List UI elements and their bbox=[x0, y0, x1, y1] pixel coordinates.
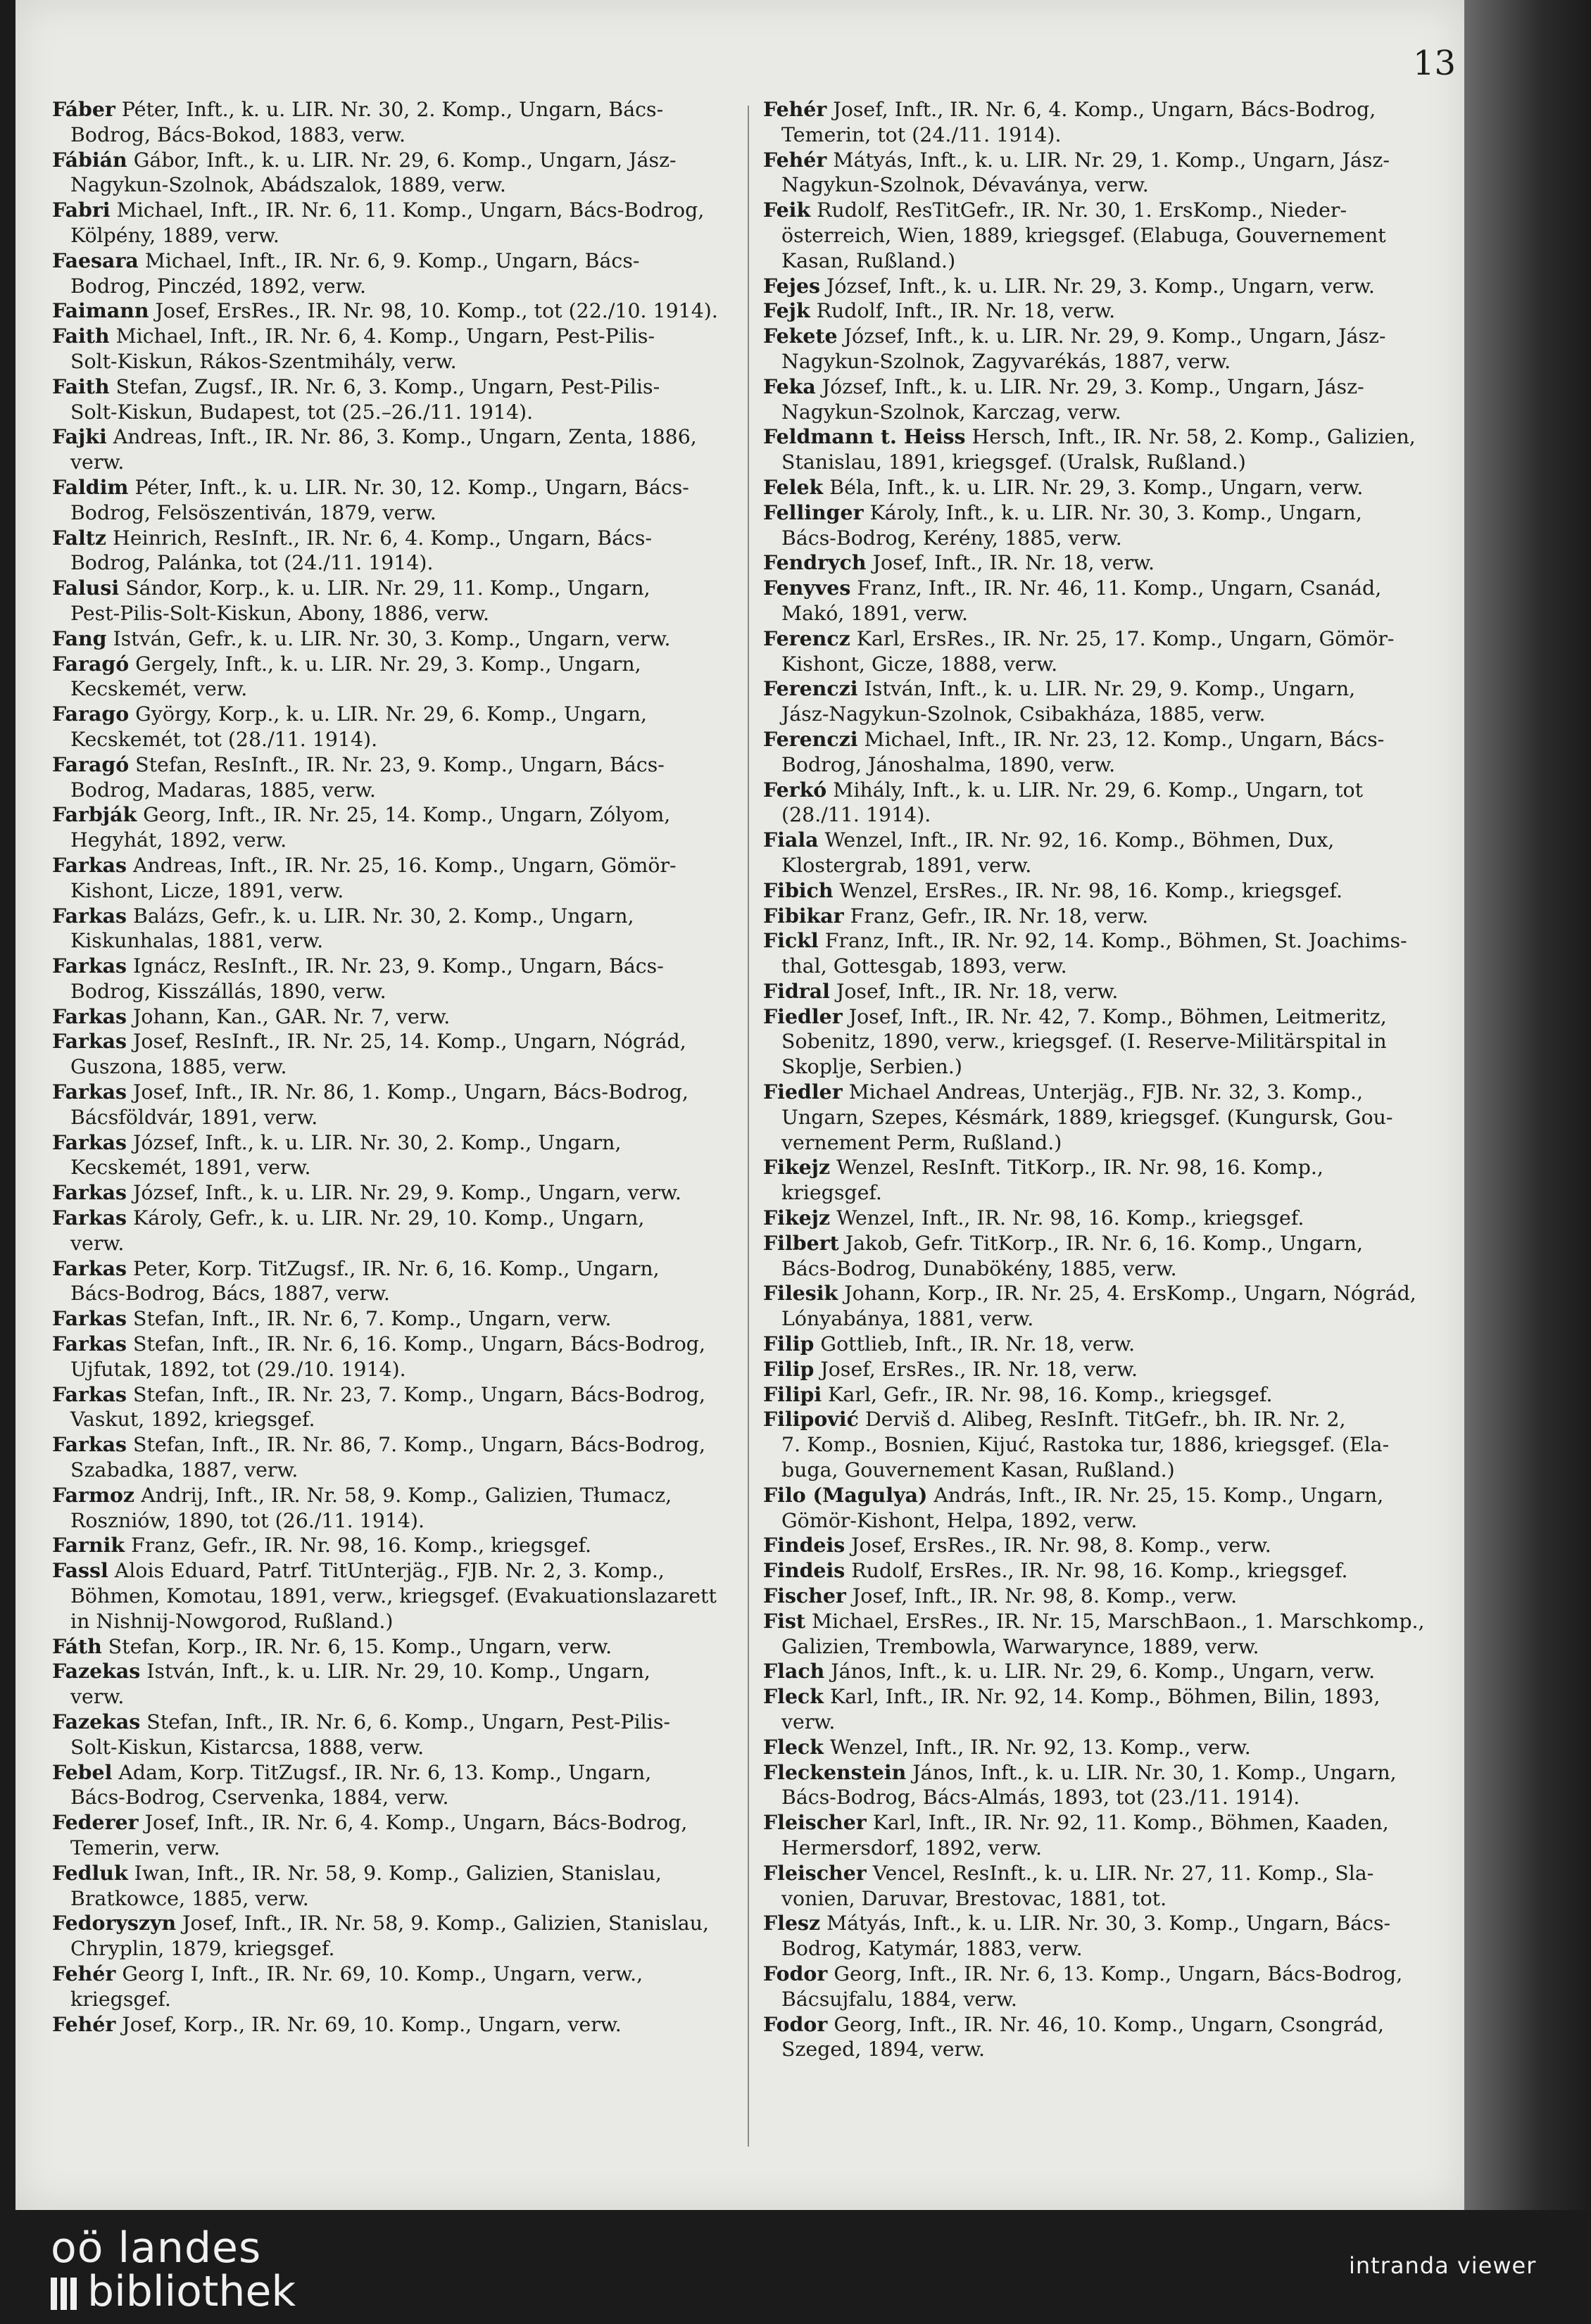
entry-details: Josef, ErsRes., IR. Nr. 98, 10. Komp., tot (22./10. 1914). bbox=[149, 299, 718, 323]
entry-details: Michael, ErsRes., IR. Nr. 15, MarschBaon., 1. Marschkomp., Galizien, Trembowla, Warwarynce, 1889, verw. bbox=[781, 1609, 1425, 1658]
entry-surname: Farmoz bbox=[52, 1482, 135, 1507]
entry-surname: Fiala bbox=[763, 828, 819, 852]
entry-details: Georg, Inft., IR. Nr. 46, 10. Komp., Ungarn, Csongrád, Szeged, 1894, verw. bbox=[781, 2012, 1384, 2061]
register-entry bbox=[763, 1407, 1457, 1482]
register-entry bbox=[52, 904, 742, 954]
entry-surname: Fáth bbox=[52, 1634, 102, 1658]
entry-surname: Fehér bbox=[763, 97, 827, 121]
entry-surname: Farkas bbox=[52, 1004, 127, 1028]
entry-details: Josef, Inft., IR. Nr. 18, verw. bbox=[866, 551, 1155, 575]
entry-surname: Fang bbox=[52, 626, 107, 650]
entry-surname: Fekete bbox=[763, 324, 838, 348]
entry-surname: Fejk bbox=[763, 298, 810, 323]
register-entry bbox=[763, 97, 1457, 148]
entry-details: Adam, Korp. TitZugsf., IR. Nr. 6, 13. Komp., Ungarn, Bács-Bodrog, Cservenka, 1884, verw. bbox=[70, 1760, 652, 1810]
entry-details: István, Gefr., k. u. LIR. Nr. 30, 3. Komp., Ungarn, verw. bbox=[106, 626, 671, 650]
entry-details: Josef, ResInft., IR. Nr. 25, 14. Komp., Ungarn, Nógrád, Guszona, 1885, verw. bbox=[70, 1030, 686, 1079]
entry-details: Rudolf, ErsRes., IR. Nr. 98, 16. Komp., kriegsgef. bbox=[845, 1559, 1348, 1583]
entry-surname: Filipi bbox=[763, 1382, 822, 1406]
register-entry bbox=[52, 1080, 742, 1130]
entry-surname: Fleischer bbox=[763, 1810, 867, 1835]
entry-surname: Farago bbox=[52, 702, 130, 726]
entry-surname: Farkas bbox=[52, 1080, 127, 1104]
entry-surname: Faragó bbox=[52, 752, 130, 776]
register-entry bbox=[52, 1962, 742, 2012]
entry-surname: Fiedler bbox=[763, 1080, 843, 1104]
entry-details: Rudolf, Inft., IR. Nr. 18, verw. bbox=[810, 299, 1116, 323]
register-entry bbox=[52, 148, 742, 198]
register-entry bbox=[763, 1357, 1457, 1382]
register-entry bbox=[763, 676, 1457, 727]
entry-surname: Flach bbox=[763, 1659, 825, 1684]
register-entry bbox=[52, 1533, 742, 1558]
entry-details: Michael, Inft., IR. Nr. 23, 12. Komp., Ungarn, Bács- Bodrog, Jánoshalma, 1890, verw. bbox=[781, 727, 1385, 776]
register-entry bbox=[52, 1130, 742, 1181]
entry-surname: Ferencz bbox=[763, 626, 850, 650]
register-entry bbox=[763, 928, 1457, 979]
logo-line-2-text: bibliothek bbox=[87, 2267, 296, 2316]
register-entry bbox=[52, 1760, 742, 1811]
register-entry bbox=[763, 979, 1457, 1004]
logo-bars-icon bbox=[51, 2273, 80, 2318]
entry-surname: Farkas bbox=[52, 1256, 127, 1280]
entry-surname: Farkas bbox=[52, 954, 127, 978]
entry-details: Rudolf, ResTitGefr., IR. Nr. 30, 1. ErsKomp., Nieder- österreich, Wien, 1889, kriegsgef. (Elabuga, Gouvernement Kasan, Rußland.) bbox=[781, 198, 1386, 272]
left-column bbox=[52, 97, 742, 2037]
entry-surname: Faragó bbox=[52, 651, 130, 676]
entry-surname: Fehér bbox=[52, 1961, 116, 1985]
entry-surname: Fleischer bbox=[763, 1860, 867, 1885]
register-entry bbox=[52, 424, 742, 475]
entry-details: Gottlieb, Inft., IR. Nr. 18, verw. bbox=[814, 1332, 1136, 1356]
entry-details: István, Inft., k. u. LIR. Nr. 29, 9. Komp., Ungarn, Jász-Nagykun-Szolnok, Csibakháza, 1885, verw. bbox=[781, 677, 1356, 726]
entry-surname: Fedluk bbox=[52, 1860, 128, 1885]
page-number: 13 bbox=[1413, 44, 1457, 83]
entry-surname: Farbják bbox=[52, 802, 137, 827]
register-entry bbox=[52, 1256, 742, 1307]
library-logo[interactable] bbox=[51, 2223, 296, 2318]
register-entry bbox=[763, 1483, 1457, 1534]
entry-details: Georg, Inft., IR. Nr. 25, 14. Komp., Ungarn, Zólyom, Hegyhát, 1892, verw. bbox=[70, 803, 671, 852]
register-entry bbox=[52, 1810, 742, 1861]
register-entry bbox=[763, 1810, 1457, 1861]
register-entry bbox=[763, 1684, 1457, 1735]
entry-details: Ignácz, ResInft., IR. Nr. 23, 9. Komp., Ungarn, Bács- Bodrog, Kisszállás, 1890, verw. bbox=[70, 954, 664, 1003]
register-entry bbox=[763, 374, 1457, 425]
register-entry bbox=[52, 1634, 742, 1660]
entry-details: Josef, Inft., IR. Nr. 86, 1. Komp., Ungarn, Bács-Bodrog, Bácsföldvár, 1891, verw. bbox=[70, 1080, 688, 1129]
register-entry bbox=[52, 1180, 742, 1206]
register-entry bbox=[763, 148, 1457, 198]
entry-surname: Farnik bbox=[52, 1533, 125, 1558]
entry-details: Karl, Inft., IR. Nr. 92, 14. Komp., Böhmen, Bilin, 1893, verw. bbox=[781, 1685, 1381, 1733]
entry-details: Alois Eduard, Patrf. TitUnterjäg., FJB. Nr. 2, 3. Komp., Böhmen, Komotau, 1891, verw., kriegsgef. (Evakuationslazarett in Nishnij-Nowgorod, Rußland.) bbox=[70, 1559, 717, 1633]
register-entry bbox=[763, 1558, 1457, 1584]
entry-surname: Filip bbox=[763, 1356, 815, 1381]
register-entry bbox=[52, 475, 742, 526]
entry-details: Gergely, Inft., k. u. LIR. Nr. 29, 3. Komp., Ungarn, Kecskemét, verw. bbox=[70, 652, 641, 701]
entry-surname: Farkas bbox=[52, 1432, 127, 1457]
register-entry bbox=[763, 626, 1457, 677]
entry-details: József, Inft., k. u. LIR. Nr. 29, 9. Komp., Ungarn, verw. bbox=[127, 1181, 681, 1205]
entry-surname: Fáber bbox=[52, 97, 115, 121]
register-entry bbox=[763, 198, 1457, 273]
entry-surname: Fazekas bbox=[52, 1710, 141, 1733]
entry-details: Stefan, Inft., IR. Nr. 86, 7. Komp., Ungarn, Bács-Bodrog, Szabadka, 1887, verw. bbox=[70, 1433, 705, 1482]
register-entry bbox=[52, 1911, 742, 1962]
entry-details: József, Inft., k. u. LIR. Nr. 29, 9. Komp., Ungarn, Jász- Nagykun-Szolnok, Zagyvarékás, 1887, verw. bbox=[781, 324, 1386, 373]
entry-surname: Fibich bbox=[763, 878, 834, 902]
entry-surname: Farkas bbox=[52, 1382, 127, 1406]
register-entry bbox=[763, 778, 1457, 828]
entry-surname: Fikejz bbox=[763, 1206, 831, 1230]
entry-details: Johann, Kan., GAR. Nr. 7, verw. bbox=[127, 1004, 451, 1028]
entry-surname: Felek bbox=[763, 474, 824, 499]
register-entry bbox=[52, 526, 742, 576]
entry-surname: Faimann bbox=[52, 298, 149, 323]
entry-surname: Filipović bbox=[763, 1407, 859, 1432]
entry-details: Andreas, Inft., IR. Nr. 25, 16. Komp., Ungarn, Gömör- Kishont, Licze, 1891, verw. bbox=[70, 853, 677, 902]
register-entry bbox=[52, 1306, 742, 1332]
entry-details: Wenzel, ResInft. TitKorp., IR. Nr. 98, 16. Komp., kriegsgef. bbox=[781, 1156, 1323, 1205]
entry-surname: Faith bbox=[52, 374, 110, 398]
entry-surname: Fibikar bbox=[763, 903, 844, 928]
entry-surname: Faldim bbox=[52, 474, 129, 499]
register-entry bbox=[763, 1609, 1457, 1660]
logo-line-2 bbox=[51, 2269, 296, 2318]
entry-details: Karl, Inft., IR. Nr. 92, 11. Komp., Böhmen, Kaaden, Hermersdorf, 1892, verw. bbox=[781, 1811, 1389, 1859]
entry-details: Károly, Inft., k. u. LIR. Nr. 30, 3. Komp., Ungarn, Bács-Bodrog, Kerény, 1885, verw. bbox=[781, 500, 1362, 550]
entry-surname: Fikejz bbox=[763, 1155, 831, 1180]
entry-details: Franz, Gefr., IR. Nr. 98, 16. Komp., kriegsgef. bbox=[125, 1534, 592, 1558]
register-entry bbox=[52, 1558, 742, 1634]
entry-details: Andreas, Inft., IR. Nr. 86, 3. Komp., Ungarn, Zenta, 1886, verw. bbox=[70, 425, 697, 474]
register-entry bbox=[52, 198, 742, 248]
entry-surname: Feka bbox=[763, 374, 816, 398]
register-entry bbox=[52, 802, 742, 853]
entry-surname: Fischer bbox=[763, 1584, 846, 1608]
entry-surname: Faltz bbox=[52, 525, 107, 550]
entry-surname: Fellinger bbox=[763, 500, 864, 524]
register-entry bbox=[52, 1382, 742, 1433]
register-entry bbox=[763, 1533, 1457, 1558]
entry-surname: Fickl bbox=[763, 928, 819, 953]
entry-details: János, Inft., k. u. LIR. Nr. 29, 6. Komp., Ungarn, verw. bbox=[824, 1660, 1376, 1684]
register-entry bbox=[52, 1710, 742, 1760]
register-entry bbox=[763, 1760, 1457, 1811]
entry-details: Mátyás, Inft., k. u. LIR. Nr. 29, 1. Komp., Ungarn, Jász- Nagykun-Szolnok, Dévaványa, verw. bbox=[781, 148, 1390, 197]
scanned-page bbox=[15, 0, 1464, 2210]
logo-line-1: oö landes bbox=[51, 2223, 262, 2273]
entry-details: Iwan, Inft., IR. Nr. 58, 9. Komp., Galizien, Stanislau, Bratkowce, 1885, verw. bbox=[70, 1861, 662, 1910]
entry-details: Gábor, Inft., k. u. LIR. Nr. 29, 6. Komp., Ungarn, Jász- Nagykun-Szolnok, Abádszalok, 1889, verw. bbox=[70, 148, 677, 197]
register-entry bbox=[52, 1659, 742, 1710]
entry-surname: Fendrych bbox=[763, 550, 867, 575]
register-entry bbox=[763, 298, 1457, 324]
entry-details: Stefan, Inft., IR. Nr. 6, 6. Komp., Ungarn, Pest-Pilis- Solt-Kiskun, Kistarcsa, 1888, verw. bbox=[70, 1710, 671, 1759]
entry-details: Karl, ErsRes., IR. Nr. 25, 17. Komp., Ungarn, Gömör- Kishont, Gicze, 1888, verw. bbox=[781, 626, 1395, 676]
register-entry bbox=[52, 248, 742, 299]
entry-surname: Farkas bbox=[52, 1332, 127, 1356]
entry-details: Károly, Gefr., k. u. LIR. Nr. 29, 10. Komp., Ungarn, verw. bbox=[70, 1206, 645, 1255]
entry-details: Josef, Inft., IR. Nr. 42, 7. Komp., Böhmen, Leitmeritz, Sobenitz, 1890, verw., kriegsgef. (I. Reserve-Militärspital in Skoplje, Serbien.) bbox=[781, 1004, 1387, 1079]
entry-surname: Faith bbox=[52, 324, 110, 348]
register-entry bbox=[763, 424, 1457, 475]
register-entry bbox=[763, 828, 1457, 878]
register-entry bbox=[763, 324, 1457, 374]
entry-details: Michael Andreas, Unterjäg., FJB. Nr. 32, 3. Komp., Ungarn, Szepes, Késmárk, 1889, kriegsgef. (Kungursk, Gou- vernement Perm, Rußland.) bbox=[781, 1080, 1393, 1154]
right-column bbox=[763, 97, 1457, 2062]
register-entry bbox=[52, 1029, 742, 1080]
entry-details: Franz, Gefr., IR. Nr. 18, verw. bbox=[843, 904, 1149, 928]
entry-details: Josef, Inft., IR. Nr. 58, 9. Komp., Galizien, Stanislau, Chryplin, 1879, kriegsgef. bbox=[70, 1912, 710, 1961]
entry-surname: Farkas bbox=[52, 1206, 127, 1230]
entry-details: Michael, Inft., IR. Nr. 6, 9. Komp., Ungarn, Bács- Bodrog, Pinczéd, 1892, verw. bbox=[70, 248, 640, 298]
register-entry bbox=[763, 550, 1457, 576]
entry-surname: Fleck bbox=[763, 1734, 824, 1759]
register-entry bbox=[52, 652, 742, 702]
entry-details: Sándor, Korp., k. u. LIR. Nr. 29, 11. Komp., Ungarn, Pest-Pilis-Solt-Kiskun, Abony, 1886, verw. bbox=[70, 576, 650, 625]
entry-details: Balázs, Gefr., k. u. LIR. Nr. 30, 2. Komp., Ungarn, Kiskunhalas, 1881, verw. bbox=[70, 904, 634, 953]
entry-details: Josef, Korp., IR. Nr. 69, 10. Komp., Ungarn, verw. bbox=[115, 2012, 622, 2036]
entry-details: Josef, Inft., IR. Nr. 6, 4. Komp., Ungarn, Bács-Bodrog, Temerin, verw. bbox=[70, 1811, 688, 1859]
entry-details: Stefan, Inft., IR. Nr. 6, 7. Komp., Ungarn, verw. bbox=[127, 1307, 612, 1331]
entry-surname: Filo (Magulya) bbox=[763, 1482, 928, 1507]
entry-surname: Feik bbox=[763, 198, 811, 222]
register-entry bbox=[763, 1659, 1457, 1684]
entry-details: Johann, Korp., IR. Nr. 25, 4. ErsKomp., Ungarn, Nógrád, Lónyabánya, 1881, verw. bbox=[781, 1282, 1416, 1331]
entry-details: Mátyás, Inft., k. u. LIR. Nr. 30, 3. Komp., Ungarn, Bács- Bodrog, Katymár, 1883, verw. bbox=[781, 1912, 1391, 1961]
register-entry bbox=[763, 1080, 1457, 1155]
entry-details: Stefan, Inft., IR. Nr. 6, 16. Komp., Ungarn, Bács-Bodrog, Ujfutak, 1892, tot (29./10. 1914). bbox=[70, 1332, 705, 1381]
register-entry bbox=[52, 1332, 742, 1382]
entry-details: András, Inft., IR. Nr. 25, 15. Komp., Ungarn, Gömör-Kishont, Helpa, 1892, verw. bbox=[781, 1483, 1384, 1532]
entry-details: Georg I, Inft., IR. Nr. 69, 10. Komp., Ungarn, verw., kriegsgef. bbox=[70, 1962, 643, 2011]
entry-details: Andrij, Inft., IR. Nr. 58, 9. Komp., Galizien, Tłumacz, Roszniów, 1890, tot (26./11. 1914). bbox=[70, 1483, 672, 1532]
entry-details: Wenzel, Inft., IR. Nr. 92, 13. Komp., verw. bbox=[823, 1735, 1251, 1759]
viewer-footer bbox=[0, 2210, 1591, 2324]
entry-surname: Fodor bbox=[763, 2012, 828, 2036]
entry-surname: Ferenczi bbox=[763, 676, 858, 701]
register-entry bbox=[763, 878, 1457, 904]
entry-surname: Faesara bbox=[52, 248, 139, 272]
register-entry bbox=[763, 1155, 1457, 1206]
entry-details: Mihály, Inft., k. u. LIR. Nr. 29, 6. Komp., Ungarn, tot (28./11. 1914). bbox=[781, 778, 1364, 827]
register-entry bbox=[52, 1004, 742, 1030]
entry-details: Wenzel, ErsRes., IR. Nr. 98, 16. Komp., kriegsgef. bbox=[833, 878, 1343, 902]
register-entry bbox=[763, 1584, 1457, 1609]
entry-surname: Ferenczi bbox=[763, 726, 858, 751]
viewer-brand-link[interactable]: intranda viewer bbox=[1349, 2252, 1537, 2279]
register-entry bbox=[763, 475, 1457, 500]
register-entry bbox=[52, 954, 742, 1004]
entry-surname: Fabri bbox=[52, 198, 111, 222]
entry-surname: Farkas bbox=[52, 1029, 127, 1054]
register-entry bbox=[763, 1281, 1457, 1332]
entry-surname: Fiedler bbox=[763, 1004, 843, 1028]
entry-details: Franz, Inft., IR. Nr. 92, 14. Komp., Böhmen, St. Joachims- thal, Gottesgab, 1893, verw. bbox=[781, 929, 1407, 978]
entry-surname: Farkas bbox=[52, 852, 127, 877]
entry-details: Stefan, Zugsf., IR. Nr. 6, 3. Komp., Ungarn, Pest-Pilis- Solt-Kiskun, Budapest, tot (25.–26./11. 1914). bbox=[70, 374, 660, 424]
entry-details: Wenzel, Inft., IR. Nr. 92, 16. Komp., Böhmen, Dux, Klostergrab, 1891, verw. bbox=[781, 828, 1335, 877]
entry-details: Josef, Inft., IR. Nr. 18, verw. bbox=[829, 979, 1119, 1003]
entry-surname: Febel bbox=[52, 1760, 113, 1784]
entry-details: Wenzel, Inft., IR. Nr. 98, 16. Komp., kriegsgef. bbox=[830, 1206, 1304, 1230]
register-entry bbox=[52, 626, 742, 652]
register-entry bbox=[52, 853, 742, 904]
entry-details: Péter, Inft., k. u. LIR. Nr. 30, 12. Komp., Ungarn, Bács- Bodrog, Felsöszentiván, 1879, verw. bbox=[70, 475, 689, 524]
register-entry bbox=[52, 576, 742, 626]
register-entry bbox=[763, 576, 1457, 626]
entry-details: Michael, Inft., IR. Nr. 6, 11. Komp., Ungarn, Bács-Bodrog, Kölpény, 1889, verw. bbox=[70, 198, 705, 247]
entry-details: Hersch, Inft., IR. Nr. 58, 2. Komp., Galizien, Stanislau, 1891, kriegsgef. (Uralsk, Rußland.) bbox=[781, 425, 1416, 474]
entry-surname: Fidral bbox=[763, 978, 830, 1003]
entry-surname: Flesz bbox=[763, 1911, 821, 1935]
entry-details: Michael, Inft., IR. Nr. 6, 4. Komp., Ungarn, Pest-Pilis- Solt-Kiskun, Rákos-Szentmihály, verw. bbox=[70, 324, 655, 373]
entry-surname: Fehér bbox=[52, 2012, 116, 2036]
entry-surname: Findeis bbox=[763, 1533, 845, 1558]
entry-surname: Feldmann t. Heiss bbox=[763, 424, 966, 449]
entry-surname: Fedoryszyn bbox=[52, 1911, 177, 1935]
entry-details: Josef, Inft., IR. Nr. 98, 8. Komp., verw. bbox=[845, 1584, 1238, 1608]
entry-surname: Fehér bbox=[763, 147, 827, 172]
entry-details: József, Inft., k. u. LIR. Nr. 30, 2. Komp., Ungarn, Kecskemét, 1891, verw. bbox=[70, 1130, 622, 1180]
register-entry bbox=[763, 1911, 1457, 1962]
register-entry bbox=[52, 2012, 742, 2038]
entry-surname: Fazekas bbox=[52, 1659, 141, 1684]
register-entry bbox=[763, 1332, 1457, 1357]
entry-details: Peter, Korp. TitZugsf., IR. Nr. 6, 16. Komp., Ungarn, Bács-Bodrog, Bács, 1887, verw. bbox=[70, 1256, 660, 1306]
entry-details: József, Inft., k. u. LIR. Nr. 29, 3. Komp., Ungarn, Jász- Nagykun-Szolnok, Karczag, verw. bbox=[781, 374, 1364, 424]
register-entry bbox=[763, 1231, 1457, 1282]
register-entry bbox=[52, 324, 742, 374]
entry-details: Josef, Inft., IR. Nr. 6, 4. Komp., Ungarn, Bács-Bodrog, Temerin, tot (24./11. 1914). bbox=[781, 98, 1376, 146]
register-entry bbox=[763, 1735, 1457, 1760]
entry-details: Josef, ErsRes., IR. Nr. 18, verw. bbox=[814, 1357, 1138, 1381]
register-entry bbox=[763, 274, 1457, 299]
register-entry bbox=[52, 374, 742, 425]
entry-details: György, Korp., k. u. LIR. Nr. 29, 6. Komp., Ungarn, Kecskemét, tot (28./11. 1914). bbox=[70, 702, 648, 751]
entry-surname: Fleckenstein bbox=[763, 1760, 907, 1784]
entry-details: Karl, Gefr., IR. Nr. 98, 16. Komp., kriegsgef. bbox=[822, 1382, 1273, 1406]
register-entry bbox=[763, 904, 1457, 929]
entry-surname: Falusi bbox=[52, 576, 120, 600]
entry-surname: Fodor bbox=[763, 1961, 828, 1985]
entry-details: Stefan, Inft., IR. Nr. 23, 7. Komp., Ungarn, Bács-Bodrog, Vaskut, 1892, kriegsgef. bbox=[70, 1382, 705, 1432]
entry-surname: Farkas bbox=[52, 1180, 127, 1205]
register-entry bbox=[52, 1861, 742, 1912]
entry-details: János, Inft., k. u. LIR. Nr. 30, 1. Komp., Ungarn, Bács-Bodrog, Bács-Almás, 1893, tot (23./11. 1914). bbox=[781, 1760, 1397, 1810]
page-edge bbox=[1464, 0, 1591, 2210]
register-entry bbox=[763, 1861, 1457, 1912]
entry-details: Franz, Inft., IR. Nr. 46, 11. Komp., Ungarn, Csanád, Makó, 1891, verw. bbox=[781, 576, 1382, 625]
entry-details: Péter, Inft., k. u. LIR. Nr. 30, 2. Komp., Ungarn, Bács- Bodrog, Bács-Bokod, 1883, verw. bbox=[70, 98, 664, 146]
entry-surname: Filbert bbox=[763, 1230, 839, 1255]
register-entry bbox=[52, 752, 742, 803]
entry-surname: Filip bbox=[763, 1332, 815, 1356]
entry-details: Josef, ErsRes., IR. Nr. 98, 8. Komp., verw. bbox=[845, 1534, 1271, 1558]
register-entry bbox=[52, 1432, 742, 1483]
register-entry bbox=[52, 97, 742, 148]
entry-details: József, Inft., k. u. LIR. Nr. 29, 3. Komp., Ungarn, verw. bbox=[820, 274, 1375, 298]
entry-details: Jakob, Gefr. TitKorp., IR. Nr. 6, 16. Komp., Ungarn, Bács-Bodrog, Dunabökény, 1885, verw. bbox=[781, 1231, 1364, 1280]
entry-surname: Fleck bbox=[763, 1684, 824, 1709]
entry-surname: Farkas bbox=[52, 903, 127, 928]
entry-details: István, Inft., k. u. LIR. Nr. 29, 10. Komp., Ungarn, verw. bbox=[70, 1660, 650, 1709]
register-entry bbox=[763, 1382, 1457, 1408]
register-entry bbox=[763, 727, 1457, 778]
entry-surname: Findeis bbox=[763, 1558, 845, 1583]
entry-surname: Fábián bbox=[52, 147, 127, 172]
entry-details: Stefan, Korp., IR. Nr. 6, 15. Komp., Ungarn, verw. bbox=[101, 1634, 612, 1658]
register-entry bbox=[52, 298, 742, 324]
entry-details: Béla, Inft., k. u. LIR. Nr. 29, 3. Komp., Ungarn, verw. bbox=[823, 475, 1364, 499]
entry-surname: Ferkó bbox=[763, 777, 827, 802]
register-entry bbox=[763, 2012, 1457, 2063]
entry-surname: Farkas bbox=[52, 1130, 127, 1154]
entry-surname: Fist bbox=[763, 1608, 806, 1633]
entry-details: Derviš d. Alibeg, ResInft. TitGefr., bh. IR. Nr. 2, 7. Komp., Bosnien, Kijuć, Rastoka tur, 1886, kriegsgef. (Ela- buga, Gouvernement Kasan, Rußland.) bbox=[781, 1408, 1390, 1482]
entry-surname: Farkas bbox=[52, 1306, 127, 1331]
entry-surname: Fenyves bbox=[763, 576, 851, 600]
register-entry bbox=[52, 702, 742, 752]
entry-surname: Federer bbox=[52, 1810, 139, 1835]
register-entry bbox=[763, 1962, 1457, 2012]
entry-details: Georg, Inft., IR. Nr. 6, 13. Komp., Ungarn, Bács-Bodrog, Bácsujfalu, 1884, verw. bbox=[781, 1962, 1403, 2011]
register-entry bbox=[52, 1483, 742, 1534]
register-entry bbox=[52, 1206, 742, 1256]
entry-details: Heinrich, ResInft., IR. Nr. 6, 4. Komp., Ungarn, Bács- Bodrog, Palánka, tot (24./11. 1914). bbox=[70, 526, 653, 575]
entry-surname: Fajki bbox=[52, 424, 107, 449]
column-divider bbox=[748, 106, 749, 2147]
register-entry bbox=[763, 1206, 1457, 1231]
entry-details: Stefan, ResInft., IR. Nr. 23, 9. Komp., Ungarn, Bács- Bodrog, Madaras, 1885, verw. bbox=[70, 752, 665, 802]
entry-surname: Fassl bbox=[52, 1558, 108, 1583]
register-entry bbox=[763, 500, 1457, 551]
register-entry bbox=[763, 1004, 1457, 1080]
entry-surname: Filesik bbox=[763, 1281, 838, 1306]
entry-surname: Fejes bbox=[763, 273, 820, 298]
entry-details: Vencel, ResInft., k. u. LIR. Nr. 27, 11. Komp., Sla- vonien, Daruvar, Brestovac, 1881, tot. bbox=[781, 1861, 1374, 1910]
